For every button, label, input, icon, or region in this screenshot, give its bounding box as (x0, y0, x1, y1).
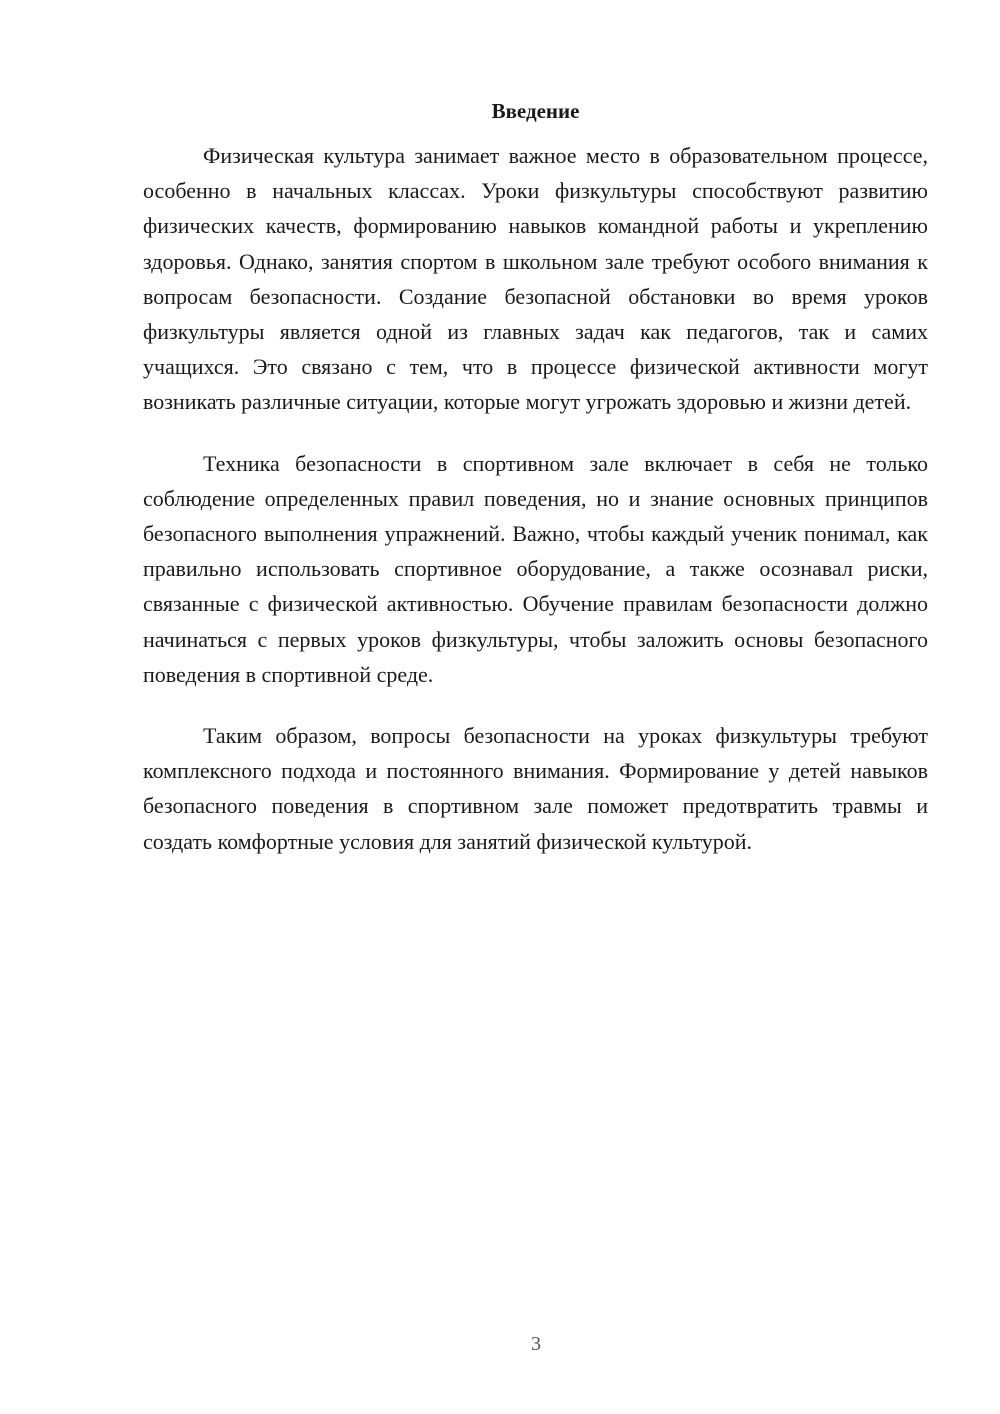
paragraph-2: Техника безопасности в спортивном зале включает в себя не только соблюдение определенных правил поведения, но и знание основных принципов безопасного выполнения упражнений. Важно, чтобы каждый ученик понимал, как правильно использовать спортивное оборудование, а также осознавал риски, связанные с физической активностью. Обучение правилам безопасности должно начинаться с первых уроков физкультуры, чтобы заложить основы безопасного поведения в спортивной среде. (143, 450, 928, 687)
paragraph-1: Физическая культура занимает важное место в образовательном процессе, особенно в начальных классах. Уроки физкультуры способствуют развитию физических качеств, формированию навыков командной работы и укреплению здоровья. Однако, занятия спортом в школьном зале требуют особого внимания к вопросам безопасности. Создание безопасной обстановки во время уроков физкультуры является одной из главных задач как педагогов, так и самих учащихся. Это связано с тем, что в процессе физической активности могут возникать различные ситуации, которые могут угрожать здоровью и жизни детей. (143, 143, 928, 415)
page-content (143, 96, 928, 885)
section-heading: Введение (491, 99, 580, 123)
page-number: 3 (531, 1333, 541, 1355)
paragraph-3: Таким образом, вопросы безопасности на уроках физкультуры требуют комплексного подхода и постоянного внимания. Формирование у детей навыков безопасного поведения в спортивном зале поможет предотвратить травмы и создать комфортные условия для занятий физической культурой. (143, 723, 928, 854)
